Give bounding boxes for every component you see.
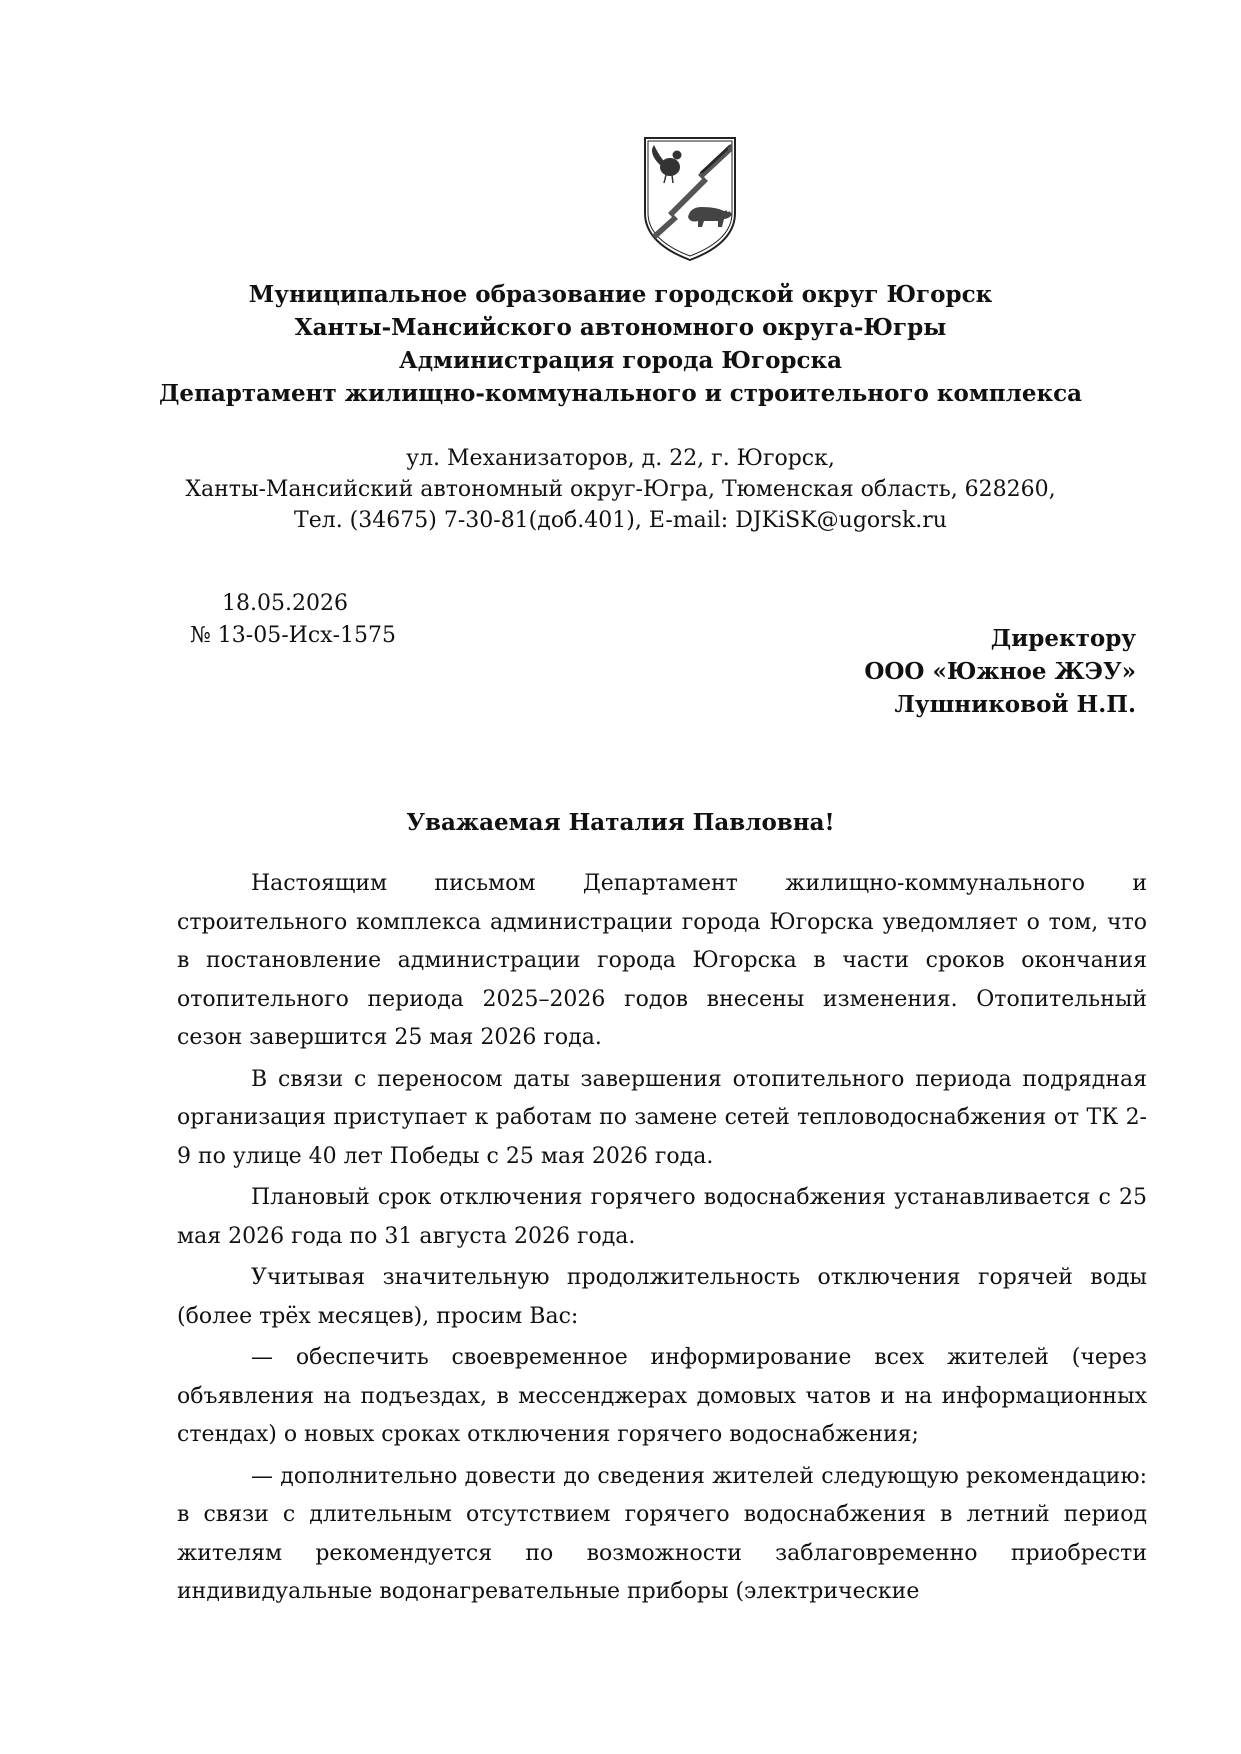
recipient-block [864, 622, 1136, 721]
body-paragraph-notice: Настоящим письмом Департамент жилищно-коммунального и строительного комплекса администрации города Югорска уведомляет о том, что в постановление администрации города Югорска в части сроков окончания отопительного периода 2025–2026 годов внесены изменения. Отопительный сезон завершится 25 мая 2026 года. [177, 871, 1147, 1050]
address-line-contacts: Тел. (34675) 7-30-81(доб.401), E-mail: DJKiSK@ugorsk.ru [294, 508, 947, 533]
letterhead-line-department: Департамент жилищно-коммунального и строительного комплекса [158, 380, 1082, 407]
body-list-item-recommend: — дополнительно довести до сведения жителей следующую рекомендацию: в связи с длительным отсутствием горячего водоснабжения в летний период жителям рекомендуется по возможности заблаговременно приобрести индивидуальные водонагревательные приборы (электрические [177, 1463, 1147, 1604]
recipient-name: Лушниковой Н.П. [894, 691, 1136, 718]
address-line-region: Ханты-Мансийский автономный округ-Югра, Тюменская область, 628260, [185, 477, 1056, 502]
salutation: Уважаемая Наталия Павловна! [406, 809, 835, 836]
sender-address [0, 443, 1241, 536]
letterhead-line-administration: Администрация города Югорска [398, 347, 843, 374]
address-line-street: ул. Механизаторов, д. 22, г. Югорск, [406, 446, 835, 471]
letter-date: 18.05.2026 [222, 591, 348, 616]
letterhead-line-okrug: Ханты-Мансийского автономного округа-Югры [294, 314, 947, 341]
letter-number: № 13-05-Исх-1575 [190, 623, 397, 648]
recipient-position: Директору [990, 625, 1136, 652]
body-paragraph-schedule: Плановый срок отключения горячего водоснабжения устанавливается с 25 мая 2026 года по 31 августа 2026 года. [177, 1185, 1147, 1249]
body-paragraph-request: Учитывая значительную продолжительность отключения горячей воды (более трёх месяцев), просим Вас: [177, 1265, 1147, 1329]
registration-block [190, 588, 396, 652]
letter-body [177, 865, 1147, 1615]
body-list-item-inform: — обеспечить своевременное информирование всех жителей (через объявления на подъездах, в мессенджерах домовых чатов и на информационных стендах) о новых сроках отключения горячего водоснабжения; [177, 1345, 1147, 1447]
letterhead [0, 278, 1241, 410]
body-paragraph-works: В связи с переносом даты завершения отопительного периода подрядная организация приступает к работам по замене сетей тепловодоснабжения от ТК 2-9 по улице 40 лет Победы с 25 мая 2026 года. [177, 1066, 1147, 1169]
recipient-organization: ООО «Южное ЖЭУ» [864, 658, 1136, 685]
letterhead-line-municipality: Муниципальное образование городской округ Югорск [248, 281, 993, 308]
coat-of-arms-emblem [640, 135, 740, 263]
